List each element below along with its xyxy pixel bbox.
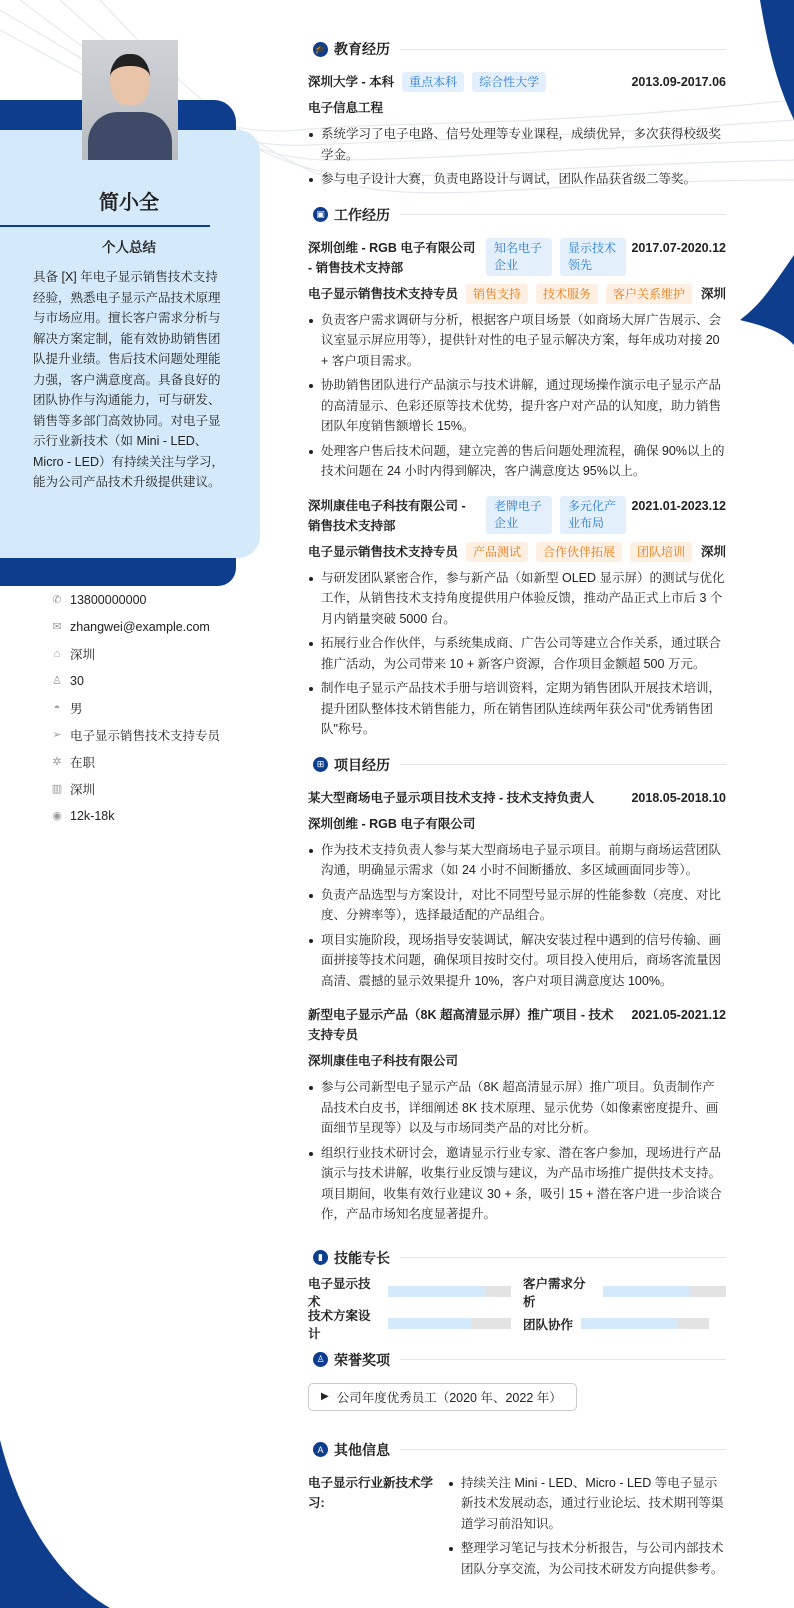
bar-chart-icon: ▮ (313, 1250, 328, 1265)
skill-item (523, 1313, 726, 1335)
contact-text: zhangwei@example.com (70, 619, 210, 634)
bullet: 项目实施阶段，现场指导安装调试，解决安装过程中遇到的信号传输、画面拼接等技术问题，确保项目按时交付。项目投入使用后，商场客流量因高清、震撼的显示效果提升 10%，客户对项目满意度达 100%。 (308, 930, 726, 992)
bullet: 参与电子设计大赛，负责电路设计与调试，团队作品获省级二等奖。 (308, 169, 726, 190)
contact-item (50, 586, 220, 613)
section-title: 其他信息 (334, 1441, 390, 1458)
gender-icon: ◓ (53, 701, 61, 714)
contact-list (50, 586, 220, 829)
bullet: 与研发团队紧密合作，参与新产品（如新型 OLED 显示屏）的测试与优化工作，从销售技术支持角度提供用户体验反馈，推动产品正式上市后 3 个月内销量突破 5000 台。 (308, 568, 726, 630)
projects-section (308, 754, 726, 1225)
work-section (308, 204, 726, 740)
city: 深圳 (700, 286, 726, 301)
other-section (308, 1439, 726, 1588)
project-name: 某大型商场电子显示项目技术支持 - 技术支持负责人 (308, 790, 595, 805)
city: 深圳 (700, 544, 726, 559)
home-icon: ⌂ (53, 647, 61, 660)
candidate-name: 简小全 (99, 192, 159, 214)
contact-text: 电子显示销售技术支持专员 (70, 728, 221, 743)
date: 2017.07-2020.12 (631, 240, 726, 255)
contact-item (50, 748, 220, 775)
bullet: 持续关注 Mini - LED、Micro - LED 等电子显示新技术发展动态，通过行业论坛、技术期刊等渠道学习前沿知识。 (448, 1473, 726, 1535)
work-item (308, 496, 726, 740)
bullet: 制作电子显示产品技术手册与培训资料，定期为销售团队开展技术培训，提升团队整体技术销售能力，所在销售团队连续两年获公司"优秀销售团队"称号。 (308, 678, 726, 740)
school: 深圳大学 - 本科 (308, 75, 395, 89)
contact-item (50, 721, 220, 748)
award-icon: ♙ (313, 1352, 328, 1367)
skill-item (308, 1308, 511, 1341)
skill-name: 客户需求分析 (523, 1276, 586, 1309)
project-name: 新型电子显示产品（8K 超高清显示屏）推广项目 - 技术支持专员 (308, 1008, 614, 1042)
status-icon: ✲ (52, 756, 62, 768)
mail-icon: ✉ (52, 621, 62, 633)
date: 2013.09-2017.06 (631, 75, 726, 89)
bullet: 负责产品选型与方案设计，对比不同型号显示屏的性能参数（亮度、对比度、分辨率等），选择最适配的产品组合。 (308, 885, 726, 926)
other-key: 电子显示行业新技术学习: (308, 1475, 434, 1510)
company-tag: 显示技术领先 (560, 238, 626, 276)
skill-bar (603, 1286, 726, 1297)
bullet: 作为技术支持负责人参与某大型商场电子显示项目。前期与商场运营团队沟通，明确显示需求（如 24 小时不间断播放、多区域画面同步等）。 (308, 840, 726, 881)
info-icon: A (313, 1442, 328, 1457)
role-tag: 团队培训 (630, 542, 692, 562)
contact-text: 13800000000 (70, 592, 147, 607)
contact-text: 深圳 (70, 647, 96, 662)
role-tag: 技术服务 (536, 284, 598, 304)
contact-item (50, 640, 220, 667)
tag: 重点本科 (402, 72, 464, 92)
contact-item (50, 802, 220, 829)
education-section (308, 38, 726, 190)
company-tag: 多元化产业布局 (560, 496, 626, 534)
skill-name: 电子显示技术 (308, 1276, 371, 1309)
awards-section (308, 1349, 726, 1425)
contact-text: 12k-18k (70, 808, 115, 823)
bullet: 处理客户售后技术问题，建立完善的售后问题处理流程，确保 90%以上的技术问题在 24 小时内得到解决，客户满意度达 95%以上。 (308, 441, 726, 482)
avatar (82, 40, 178, 160)
company-tag: 老牌电子企业 (486, 496, 552, 534)
briefcase-icon: ▣ (313, 207, 328, 222)
project-item (308, 1005, 726, 1225)
contact-item (50, 667, 220, 694)
contact-text: 在职 (70, 755, 96, 770)
role-tag: 产品测试 (466, 542, 528, 562)
section-title: 教育经历 (334, 41, 390, 57)
contact-text: 30 (70, 673, 84, 688)
contact-item (50, 613, 220, 640)
building-icon: ▥ (51, 783, 63, 795)
section-title: 项目经历 (334, 756, 390, 773)
skill-name: 技术方案设计 (308, 1308, 371, 1341)
bullet: 拓展行业合作伙伴，与系统集成商、广告公司等建立合作关系，通过联合推广活动，为公司带来 10 + 新客户资源，合作项目金额超 500 万元。 (308, 633, 726, 674)
skill-item (523, 1276, 726, 1309)
date: 2021.05-2021.12 (631, 1008, 726, 1022)
caret-right-icon: ▶ (321, 1391, 329, 1402)
bullet: 整理学习笔记与技术分析报告，与公司内部技术团队分享交流，为公司技术研发方向提供参考。 (448, 1538, 726, 1579)
contact-item (50, 775, 220, 802)
date: 2018.05-2018.10 (631, 790, 726, 805)
award-item[interactable] (308, 1383, 577, 1411)
main-content (308, 38, 726, 1601)
contact-text: 男 (70, 701, 83, 716)
salary-icon: ◉ (52, 810, 62, 822)
send-icon: ➢ (52, 729, 62, 741)
contact-item (50, 694, 220, 721)
section-title: 荣誉奖项 (334, 1351, 390, 1368)
skills-section (308, 1247, 726, 1341)
section-title: 技能专长 (334, 1249, 390, 1266)
name-divider (0, 225, 210, 227)
role-tag: 合作伙伴拓展 (536, 542, 622, 562)
section-title: 工作经历 (334, 206, 390, 223)
phone-icon: ✆ (52, 594, 62, 606)
project-company: 深圳创维 - RGB 电子有限公司 (308, 816, 476, 831)
bullet: 参与公司新型电子显示产品（8K 超高清显示屏）推广项目。负责制作产品技术白皮书，详细阐述 8K 技术原理、显示优势（如像素密度提升、画面细节呈现等）以及与市场同类产品的对比分析。 (308, 1077, 726, 1139)
tag: 综合性大学 (472, 72, 546, 92)
skill-item (308, 1276, 511, 1309)
grid-icon: ⊞ (313, 757, 328, 772)
contact-text: 深圳 (70, 782, 96, 797)
graduation-cap-icon: 🎓 (313, 42, 328, 57)
bullet: 协助销售团队进行产品演示与技术讲解，通过现场操作演示电子显示产品的高清显示、色彩还原等技术优势，提升客户对产品的认知度，助力销售团队年度销售额增长 15%。 (308, 375, 726, 437)
project-item (308, 788, 726, 992)
company-tag: 知名电子企业 (486, 238, 552, 276)
bullet: 系统学习了电子电路、信号处理等专业课程，成绩优异，多次获得校级奖学金。 (308, 124, 726, 165)
skill-bar (388, 1318, 511, 1329)
summary-title: 个人总结 (102, 240, 156, 255)
skill-name: 团队协作 (523, 1317, 574, 1332)
company: 深圳创维 - RGB 电子有限公司 - 销售技术支持部 (308, 240, 476, 275)
date: 2021.01-2023.12 (631, 498, 726, 513)
sidebar (0, 0, 270, 1608)
role: 电子显示销售技术支持专员 (308, 286, 459, 301)
role-tag: 客户关系维护 (606, 284, 692, 304)
role-tag: 销售支持 (466, 284, 528, 304)
role: 电子显示销售技术支持专员 (308, 544, 459, 559)
skill-bar (581, 1318, 709, 1329)
major: 电子信息工程 (308, 101, 384, 115)
bullet: 负责客户需求调研与分析，根据客户项目场景（如商场大屏广告展示、会议室显示屏应用等），提供针对性的电子显示解决方案，每年成功对接 20 + 客户项目需求。 (308, 310, 726, 372)
award-text: 公司年度优秀员工（2020 年、2022 年） (336, 1390, 562, 1405)
summary-text: 具备 [X] 年电子显示销售技术支持经验，熟悉电子显示产品技术原理与市场应用。擅长客户需求分析与解决方案定制，能有效协助销售团队提升业绩。售后技术问题处理能力强，客户满意度高。具备良好的团队协作与沟通能力，可与研发、销售等多部门高效协同。对电子显示行业新技术（如 Mini - LED、Micro - LED）有持续关注与学习，能为公司产品技术升级提供建议。 (33, 270, 224, 489)
work-item (308, 238, 726, 482)
company: 深圳康佳电子科技有限公司 - 销售技术支持部 (308, 498, 466, 533)
skill-bar (388, 1286, 511, 1297)
age-icon: ♙ (52, 675, 62, 687)
bullet: 组织行业技术研讨会，邀请显示行业专家、潜在客户参加，现场进行产品演示与技术讲解，收集行业反馈与建议，为产品市场推广提供技术支持。项目期间，收集有效行业建议 30 + 条，吸引 15 + 潜在客户进一步洽谈合作，产品市场知名度显著提升。 (308, 1143, 726, 1225)
project-company: 深圳康佳电子科技有限公司 (308, 1054, 459, 1068)
